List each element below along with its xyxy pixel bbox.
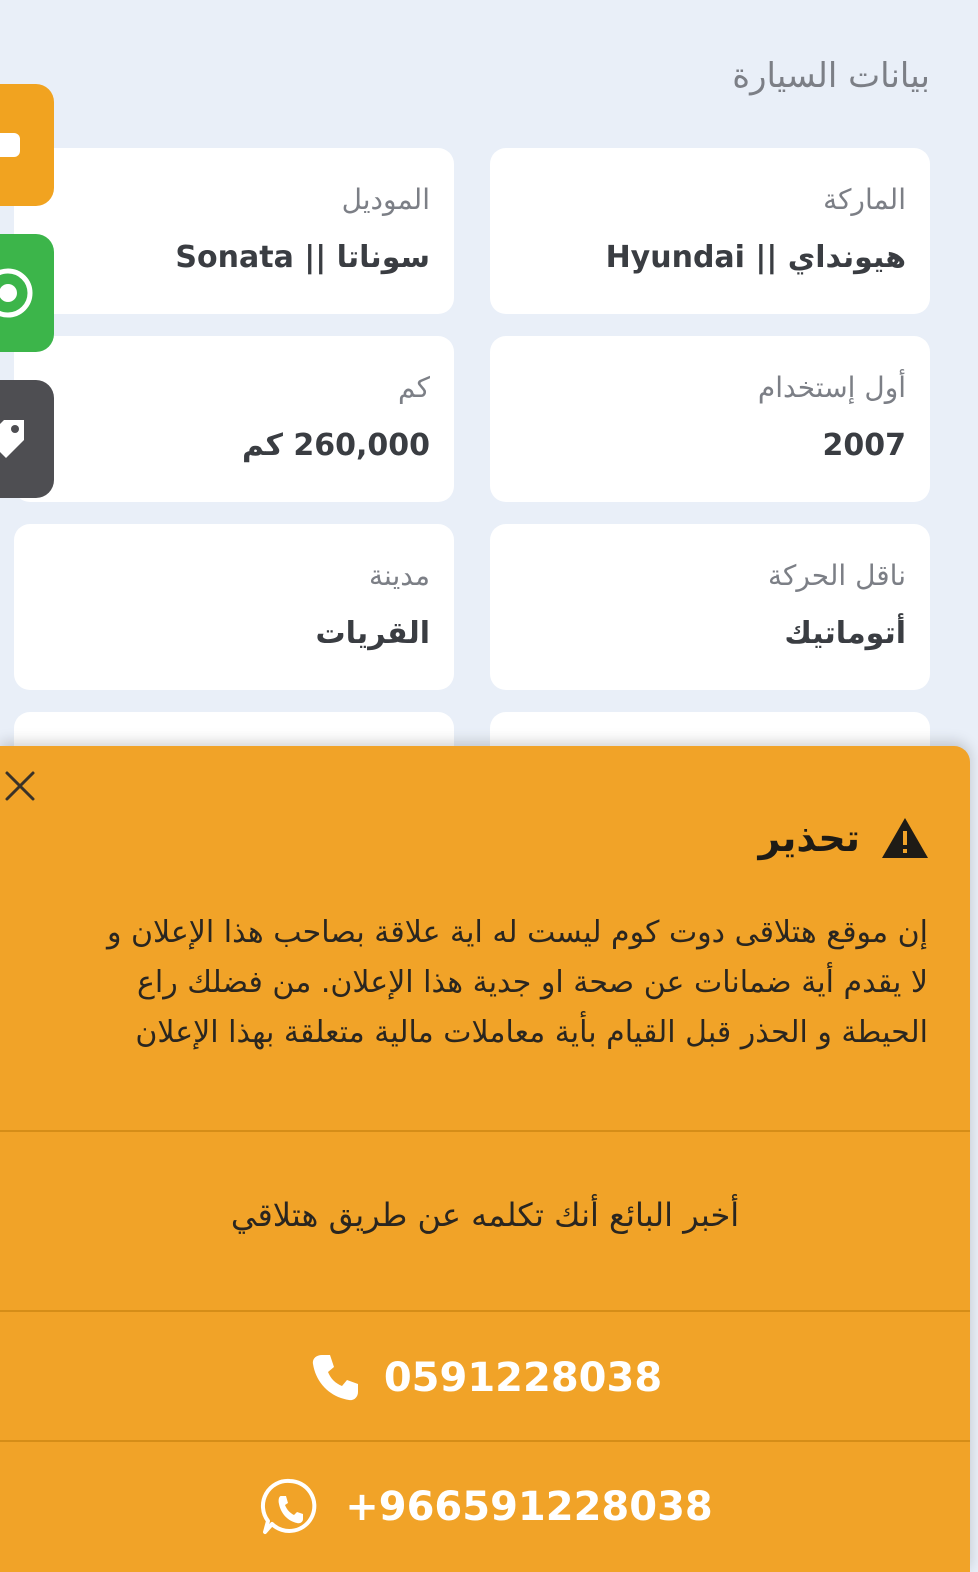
tag-icon	[0, 414, 30, 464]
card-km-label: كم	[398, 371, 430, 404]
section-title: بيانات السيارة	[732, 56, 930, 96]
card-transmission-label: ناقل الحركة	[768, 559, 906, 592]
card-model-value: سوناتا || Sonata	[175, 240, 430, 275]
warning-line-2: لا يقدم أية ضمانات عن صحة او جدية هذا الإعلان. من فضلك راع	[137, 965, 928, 1000]
warning-line-1: إن موقع هتلاقى دوت كوم ليست له اية علاقة بصاحب هذا الإعلان و	[106, 915, 928, 950]
card-first-use-value: 2007	[822, 428, 906, 463]
card-brand-label: الماركة	[823, 183, 906, 216]
card-km-value: 260,000 كم	[241, 428, 430, 463]
close-button[interactable]	[0, 766, 40, 806]
card-first-use-label: أول إستخدام	[757, 371, 906, 404]
chat-icon	[0, 123, 24, 167]
card-brand	[490, 148, 930, 314]
phone-number: 0591228038	[383, 1355, 663, 1401]
card-first-use	[490, 336, 930, 502]
whatsapp-button[interactable]	[0, 1474, 970, 1540]
warning-header	[758, 816, 930, 860]
card-city-label: مدينة	[369, 559, 430, 592]
tell-seller-note: أخبر البائع أنك تكلمه عن طريق هتلاقي	[230, 1196, 740, 1234]
card-city-value: القريات	[315, 616, 430, 651]
card-transmission-value: أتوماتيك	[784, 616, 906, 651]
phone-icon	[308, 1351, 362, 1405]
divider	[0, 1440, 970, 1442]
whatsapp-side-button[interactable]	[0, 234, 54, 352]
warning-sheet	[0, 746, 970, 1572]
card-km	[14, 336, 454, 502]
tag-side-button[interactable]	[0, 380, 54, 498]
warning-line-3: الحيطة و الحذر قبل القيام بأية معاملات مالية متعلقة بهذا الإعلان	[135, 1015, 928, 1050]
warning-message	[48, 908, 928, 1058]
divider	[0, 1310, 970, 1312]
close-icon	[3, 769, 37, 803]
card-brand-value: هيونداي || Hyundai	[605, 240, 906, 275]
whatsapp-icon	[0, 265, 36, 321]
whatsapp-icon	[257, 1474, 323, 1540]
chat-button[interactable]	[0, 84, 54, 206]
card-model	[14, 148, 454, 314]
card-transmission	[490, 524, 930, 690]
card-model-label: الموديل	[341, 183, 430, 216]
whatsapp-number: +966591228038	[345, 1484, 713, 1530]
phone-button[interactable]	[0, 1346, 970, 1410]
card-city	[14, 524, 454, 690]
warning-icon	[880, 816, 930, 860]
divider	[0, 1130, 970, 1132]
warning-title: تحذير	[758, 816, 860, 860]
